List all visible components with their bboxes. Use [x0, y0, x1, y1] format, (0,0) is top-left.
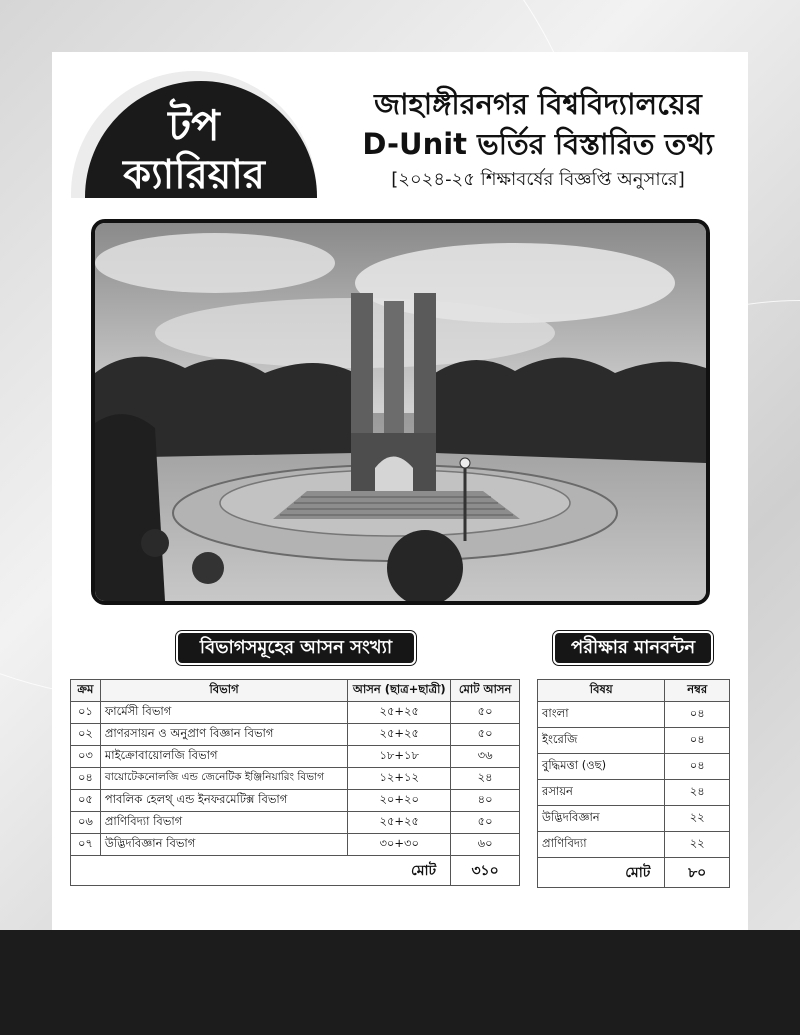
column-header: আসন (ছাত্র+ছাত্রী)	[348, 680, 451, 702]
footer-bar	[0, 930, 800, 1035]
page-header	[328, 84, 748, 194]
total-marks-value: ৮০	[665, 858, 730, 888]
table-row	[71, 834, 520, 856]
seat-split-cell: ২৫+২৫	[348, 702, 451, 724]
subject-cell: বাংলা	[538, 702, 665, 728]
table-header-row	[71, 680, 520, 702]
logo-text-line1: টপ	[168, 101, 220, 150]
column-header: বিষয়	[538, 680, 665, 702]
seats-table	[70, 679, 520, 886]
department-cell: বায়োটেকনোলজি এন্ড জেনেটিক ইঞ্জিনিয়ারিং বিভাগ	[100, 768, 347, 790]
table-row	[538, 806, 730, 832]
table-row	[71, 702, 520, 724]
department-cell: ফার্মেসী বিভাগ	[100, 702, 347, 724]
table-header-row	[538, 680, 730, 702]
table-row	[538, 728, 730, 754]
column-header: ক্রম	[71, 680, 101, 702]
serial-cell: ০৫	[71, 790, 101, 812]
seat-split-cell: ১২+১২	[348, 768, 451, 790]
brand-logo	[71, 71, 317, 198]
marks-cell: ২২	[665, 832, 730, 858]
total-label: মোট	[71, 856, 451, 886]
table-row	[71, 812, 520, 834]
marks-cell: ২২	[665, 806, 730, 832]
marks-cell: ০৪	[665, 754, 730, 780]
marks-section-heading: পরীক্ষার মানবন্টন	[553, 631, 713, 665]
seat-total-cell: ৫০	[451, 812, 520, 834]
seat-total-cell: ৩৬	[451, 746, 520, 768]
seat-split-cell: ২৫+২৫	[348, 724, 451, 746]
seat-split-cell: ২০+২০	[348, 790, 451, 812]
seat-split-cell: ১৮+১৮	[348, 746, 451, 768]
table-row	[71, 724, 520, 746]
seat-total-cell: ২৪	[451, 768, 520, 790]
total-seats-value: ৩১০	[451, 856, 520, 886]
page-title: জাহাঙ্গীরনগর বিশ্ববিদ্যালয়ের	[374, 87, 702, 121]
subject-cell: ইংরেজি	[538, 728, 665, 754]
marks-table	[537, 679, 730, 888]
total-label: মোট	[538, 858, 665, 888]
table-row	[538, 754, 730, 780]
department-cell: পাবলিক হেলথ্ এন্ড ইনফরমেটিক্স বিভাগ	[100, 790, 347, 812]
marks-cell: ২৪	[665, 780, 730, 806]
page-title-line2: D-Unit ভর্তির বিস্তারিত তথ্য	[362, 127, 714, 161]
column-header: মোট আসন	[451, 680, 520, 702]
department-cell: প্রাণিবিদ্যা বিভাগ	[100, 812, 347, 834]
table-row	[538, 780, 730, 806]
seat-total-cell: ৫০	[451, 702, 520, 724]
serial-cell: ০২	[71, 724, 101, 746]
seat-total-cell: ৫০	[451, 724, 520, 746]
seats-section-heading: বিভাগসমূহের আসন সংখ্যা	[176, 631, 416, 665]
total-row	[538, 858, 730, 888]
serial-cell: ০৭	[71, 834, 101, 856]
seat-split-cell: ২৫+২৫	[348, 812, 451, 834]
column-header: নম্বর	[665, 680, 730, 702]
table-row	[538, 702, 730, 728]
seat-split-cell: ৩০+৩০	[348, 834, 451, 856]
table-row	[71, 768, 520, 790]
logo-text-line2: ক্যারিয়ার	[123, 152, 265, 198]
department-cell: মাইক্রোবায়োলজি বিভাগ	[100, 746, 347, 768]
serial-cell: ০৪	[71, 768, 101, 790]
seat-total-cell: ৪০	[451, 790, 520, 812]
subject-cell: প্রাণিবিদ্যা	[538, 832, 665, 858]
marks-cell: ০৪	[665, 728, 730, 754]
page-subtitle: [২০২৪-২৫ শিক্ষাবর্ষের বিজ্ঞপ্তি অনুসারে]	[391, 169, 685, 190]
serial-cell: ০৬	[71, 812, 101, 834]
serial-cell: ০৩	[71, 746, 101, 768]
total-row	[71, 856, 520, 886]
marks-cell: ০৪	[665, 702, 730, 728]
monument-photo	[91, 219, 710, 605]
department-cell: উদ্ভিদবিজ্ঞান বিভাগ	[100, 834, 347, 856]
seat-total-cell: ৬০	[451, 834, 520, 856]
column-header: বিভাগ	[100, 680, 347, 702]
department-cell: প্রাণরসায়ন ও অনুপ্রাণ বিজ্ঞান বিভাগ	[100, 724, 347, 746]
table-row	[71, 790, 520, 812]
subject-cell: বুদ্ধিমত্তা (ওছ)	[538, 754, 665, 780]
subject-cell: উদ্ভিদবিজ্ঞান	[538, 806, 665, 832]
serial-cell: ০১	[71, 702, 101, 724]
table-row	[71, 746, 520, 768]
subject-cell: রসায়ন	[538, 780, 665, 806]
table-row	[538, 832, 730, 858]
